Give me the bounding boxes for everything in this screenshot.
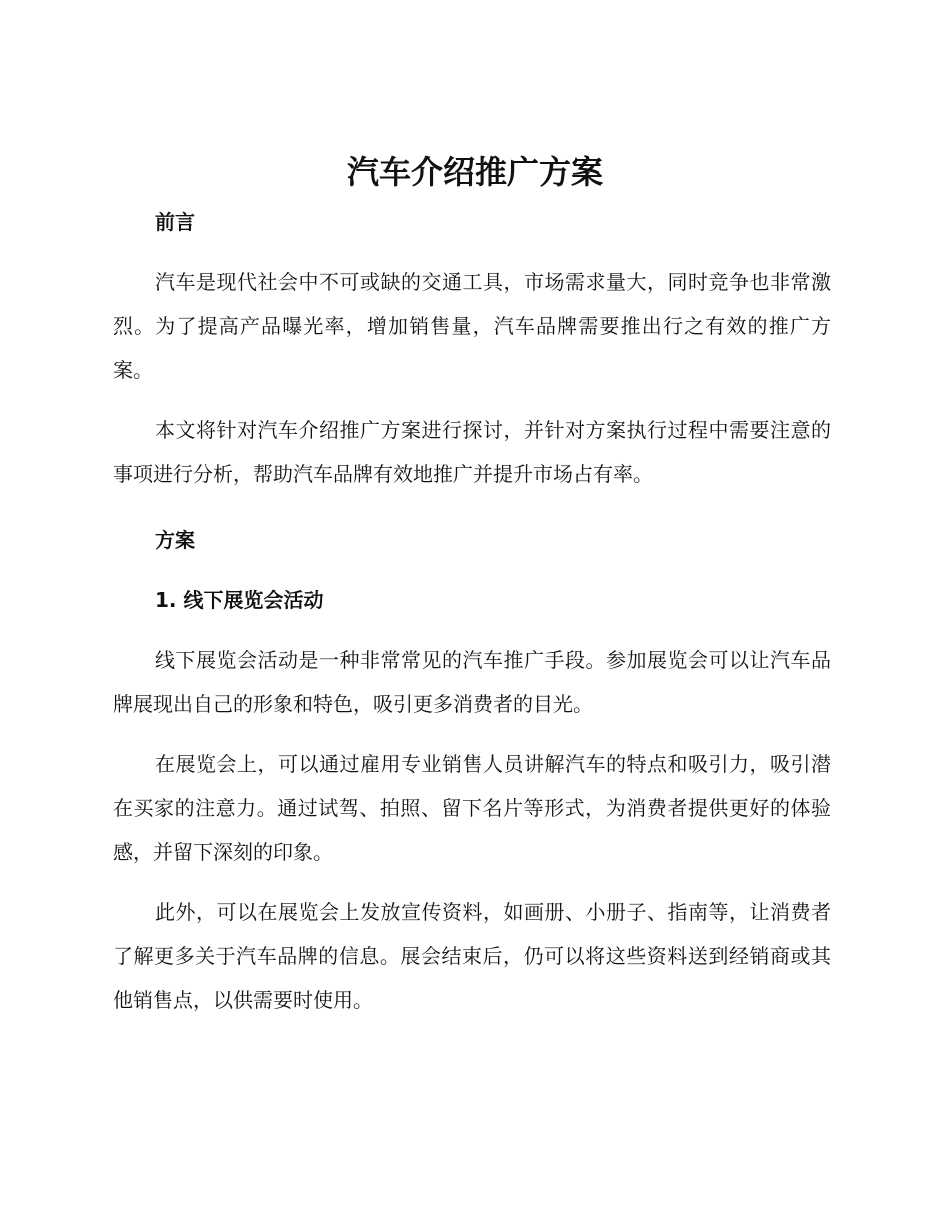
paragraph-purpose: 本文将针对汽车介绍推广方案进行探讨，并针对方案执行过程中需要注意的事项进行分析，帮助汽车品牌有效地推广并提升市场占有率。 [113,418,831,486]
paragraph-materials: 此外，可以在展览会上发放宣传资料，如画册、小册子、指南等，让消费者了解更多关于汽车品牌的信息。展会结束后，仍可以将这些资料送到经销商或其他销售点，以供需要时使用。 [113,900,831,1012]
paragraph-sales-staff: 在展览会上，可以通过雇用专业销售人员讲解汽车的特点和吸引力，吸引潜在买家的注意力。通过试驾、拍照、留下名片等形式，为消费者提供更好的体验感，并留下深刻的印象。 [113,752,831,864]
heading-preface: 前言 [155,210,195,234]
paragraph-intro: 汽车是现代社会中不可或缺的交通工具，市场需求量大，同时竞争也非常激烈。为了提高产品曝光率，增加销售量，汽车品牌需要推出行之有效的推广方案。 [113,270,831,382]
document-title: 汽车介绍推广方案 [346,153,603,191]
document-body [113,200,831,1022]
paragraph-exhibition: 线下展览会活动是一种非常常见的汽车推广手段。参加展览会可以让汽车品牌展现出自己的形象和特色，吸引更多消费者的目光。 [113,648,831,716]
heading-section-1: 1. 线下展览会活动 [155,588,324,612]
heading-plan: 方案 [155,528,195,552]
